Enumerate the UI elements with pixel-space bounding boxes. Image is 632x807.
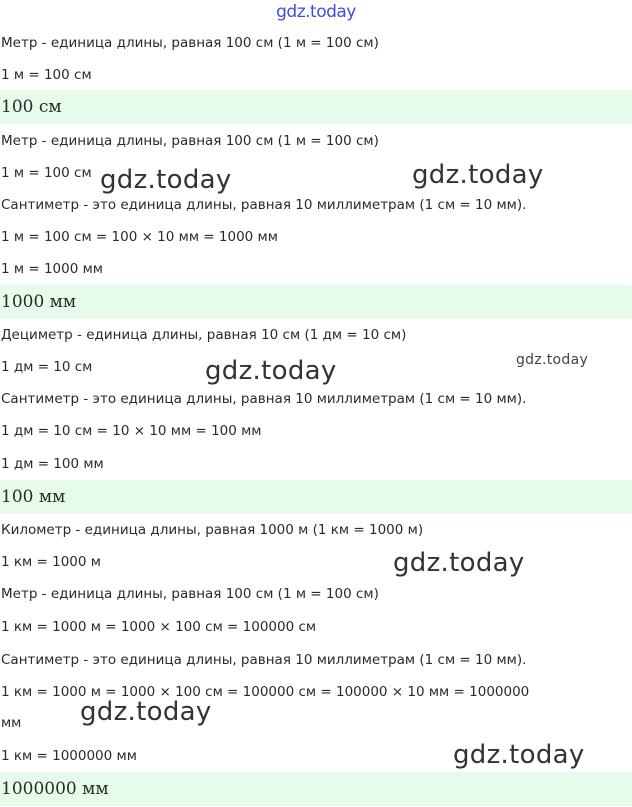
answer-text: 100 см <box>1 97 62 117</box>
watermark: gdz.today <box>80 697 212 727</box>
solution-line-text: 1 дм = 100 мм <box>1 456 104 472</box>
solution-line <box>0 26 632 60</box>
solution-line <box>0 220 632 254</box>
solution-line-text: Метр - единица длины, равная 100 см (1 м = 100 см) <box>1 586 379 602</box>
solution-line <box>0 610 632 644</box>
answer-line <box>0 480 632 514</box>
solution-line-text: 1 дм = 10 см = 10 × 10 мм = 100 мм <box>1 423 262 439</box>
solution-line <box>0 188 632 222</box>
solution-line <box>0 124 632 158</box>
solution-line-text: 1 м = 100 см = 100 × 10 мм = 1000 мм <box>1 229 278 245</box>
solution-line-text: Километр - единица длины, равная 1000 м (1 км = 1000 м) <box>1 522 424 538</box>
solution-line <box>0 513 632 547</box>
solution-line-text: Сантиметр - это единица длины, равная 10 миллиметрам (1 см = 10 мм). <box>1 652 527 668</box>
solution-line-text: 1 км = 1000000 мм <box>1 748 137 764</box>
solution-line <box>0 318 632 352</box>
header-watermark: gdz.today <box>276 2 356 22</box>
answer-text: 100 мм <box>1 487 66 507</box>
solution-line-text: Метр - единица длины, равная 100 см (1 м = 100 см) <box>1 133 379 149</box>
solution-line <box>0 58 632 92</box>
solution-line-text: Дециметр - единица длины, равная 10 см (1 дм = 10 см) <box>1 327 407 343</box>
solution-line <box>0 643 632 677</box>
solution-line <box>0 545 632 579</box>
answer-text: 1000000 мм <box>1 779 109 799</box>
solution-line-text: мм <box>1 715 22 731</box>
solution-line <box>0 577 632 611</box>
watermark: gdz.today <box>100 165 232 195</box>
solution-line-text: Сантиметр - это единица длины, равная 10 миллиметрам (1 см = 10 мм). <box>1 391 527 407</box>
solution-line <box>0 252 632 286</box>
solution-line <box>0 447 632 481</box>
solution-line-text: 1 м = 100 см <box>1 165 92 181</box>
answer-text: 1000 мм <box>1 292 77 312</box>
solution-line-text: Метр - единица длины, равная 100 см (1 м = 100 см) <box>1 35 379 51</box>
solution-line-text: Сантиметр - это единица длины, равная 10 миллиметрам (1 см = 10 мм). <box>1 197 527 213</box>
answer-line <box>0 772 632 806</box>
solution-line-text: 1 м = 1000 мм <box>1 261 103 277</box>
solution-line <box>0 382 632 416</box>
solution-line-text: 1 км = 1000 м <box>1 554 101 570</box>
watermark: gdz.today <box>516 352 589 368</box>
solution-line-text: 1 км = 1000 м = 1000 × 100 см = 100000 см = 100000 × 10 мм = 1000000 <box>1 684 530 700</box>
watermark: gdz.today <box>393 548 525 578</box>
solution-line-text: 1 км = 1000 м = 1000 × 100 см = 100000 см <box>1 619 317 635</box>
solution-line-text: 1 дм = 10 см <box>1 359 93 375</box>
watermark: gdz.today <box>412 160 544 190</box>
answer-line <box>0 90 632 124</box>
solution-line-text: 1 м = 100 см <box>1 67 92 83</box>
answer-line <box>0 285 632 319</box>
watermark: gdz.today <box>205 356 337 386</box>
watermark: gdz.today <box>453 740 585 770</box>
solution-line <box>0 414 632 448</box>
